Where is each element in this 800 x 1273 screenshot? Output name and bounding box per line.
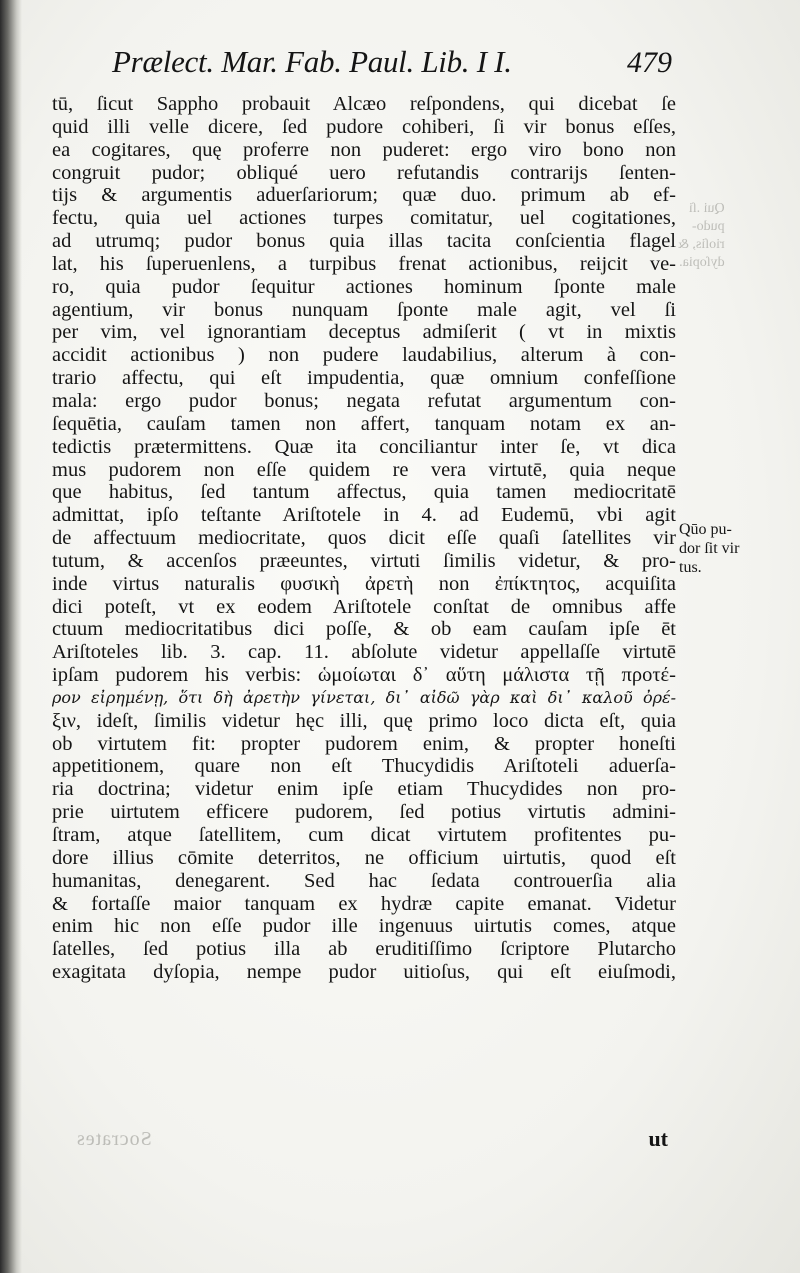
text-line: congruit pudor; obliqué uero refutandis contrarijs ſenten- <box>52 161 676 184</box>
margin-note-line: tus. <box>679 559 702 576</box>
bleed-through-bottom: Socrates <box>76 1128 152 1150</box>
text-line: inde virtus naturalis φυσικὴ ἀρετὴ non ἐπίκτητος, acquiſita <box>52 572 676 595</box>
text-line: ipſam pudorem his verbis: ὡμοίωται δ᾽ αὕτη μάλιστα τῇ προτέ- <box>52 664 676 687</box>
text-line: enim hic non eſſe pudor ille ingenuus uirtutis comes, atque <box>52 915 676 938</box>
page-number: 479 <box>627 46 672 79</box>
text-line: tū, ſicut Sappho probauit Alcæo reſpondens, qui dicebat ſe <box>52 93 676 115</box>
text-line: ſtram, atque ſatellitem, cum dicat virtutem profitentes pu- <box>52 824 676 846</box>
text-line: ξιν, ideſt, ſimilis videtur hęc illi, quę primo loco dicta eſt, quia <box>52 709 676 732</box>
text-line: de affectuum mediocritate, quos dicit eſſe quaſi ſatellites vir <box>52 527 676 550</box>
text-line: Ariſtoteles lib. 3. cap. 11. abſolute videtur appellaſſe virtutē <box>52 641 676 664</box>
text-line: tutum, & accenſos præeuntes, virtuti ſimilis videtur, & pro- <box>52 549 676 572</box>
text-line: ea cogitares, quę proferre non puderet: ergo viro bono non <box>52 138 676 161</box>
text-line: tedictis prætermittens. Quæ ita conciliantur inter ſe, vt dica <box>52 435 676 458</box>
text-line: mus pudorem non eſſe quidem re vera virtutē, quia neque <box>52 458 676 481</box>
text-line: ro, quia pudor ſequitur actiones hominum ſponte male <box>52 275 676 298</box>
text-line: per vim, vel ignorantiam deceptus admiſerit ( vt in mixtis <box>52 321 676 344</box>
text-line: ſatelles, ſed potius illa ab eruditiſſimo ſcriptore Plutarcho <box>52 938 676 961</box>
margin-note-line: dor ſit vir <box>679 540 740 557</box>
running-head: Prælect. Mar. Fab. Paul. Lib. I I. <box>112 44 512 79</box>
body-text <box>52 93 676 984</box>
page-header <box>112 44 672 90</box>
greek-text-line: ρον εἰρημένῃ, ὅτι δὴ ἀρετὴν γίνεται, δι᾽ αἰδῶ γὰρ καὶ δι᾽ καλοῦ ὀρέ- <box>52 687 676 707</box>
text-line: ſequētia, cauſam tamen non affert, tanquam notam ex an- <box>52 412 676 435</box>
text-line: prie uirtutem efficere pudorem, ſed potius virtutis admini- <box>52 801 676 824</box>
text-line: ob virtutem fit: propter pudorem enim, & propter honeſti <box>52 732 676 755</box>
text-line: que habitus, ſed tantum affectus, quia tamen mediocritatē <box>52 481 676 504</box>
text-line: ria doctrina; videtur enim ipſe etiam Thucydides non pro- <box>52 778 676 801</box>
text-line: fectu, quia uel actiones turpes comitatur, uel cogitationes, <box>52 207 676 230</box>
text-line: lat, his ſuperuenlens, a turpibus frenat actionibus, reijcit ve- <box>52 252 676 275</box>
margin-note-line: Qūo pu- <box>679 521 732 538</box>
binding-shadow <box>0 0 22 1273</box>
text-line: dore illius cōmite deterritos, ne officium uirtutis, quod eſt <box>52 846 676 869</box>
text-line: dici poteſt, vt ex eodem Ariſtotele conſtat de omnibus affe <box>52 595 676 618</box>
text-line: tijs & argumentis aduerſariorum; quæ duo. primum ab ef- <box>52 184 676 207</box>
bleed-through-margin: Qui .ſi pudo- rioſis, & dyſopia. <box>678 201 725 270</box>
margin-note <box>679 520 739 577</box>
text-line: appetitionem, quare non eſt Thucydidis Ariſtoteli aduerſa- <box>52 755 676 778</box>
text-line: & fortaſſe maior tanquam ex hydræ capite emanat. Videtur <box>52 892 676 915</box>
catchword: ut <box>648 1126 668 1151</box>
text-line: exagitata dyſopia, nempe pudor uitioſus, qui eſt eiuſmodi, <box>52 961 676 984</box>
text-line: accidit actionibus ) non pudere laudabilius, alterum à con- <box>52 344 676 367</box>
text-line: ctuum mediocritatibus dici poſſe, & ob eam cauſam ipſe ēt <box>52 618 676 641</box>
text-line: humanitas, denegarent. Sed hac ſedata controuerſia alia <box>52 869 676 892</box>
text-line: admittat, ipſo teſtante Ariſtotele in 4. ad Eudemū, vbi agit <box>52 504 676 527</box>
text-line: quid illi velle dicere, ſed pudore cohiberi, ſi vir bonus eſſes, <box>52 115 676 138</box>
text-line: mala: ergo pudor bonus; negata refutat argumentum con- <box>52 389 676 412</box>
text-line: ad utrumq; pudor bonus quia illas tacita conſcientia flagel <box>52 230 676 253</box>
text-line: trario affectu, qui eſt impudentia, quæ omnium confeſſione <box>52 367 676 390</box>
text-line: agentium, vir bonus nunquam ſponte male agit, vel ſi <box>52 298 676 321</box>
